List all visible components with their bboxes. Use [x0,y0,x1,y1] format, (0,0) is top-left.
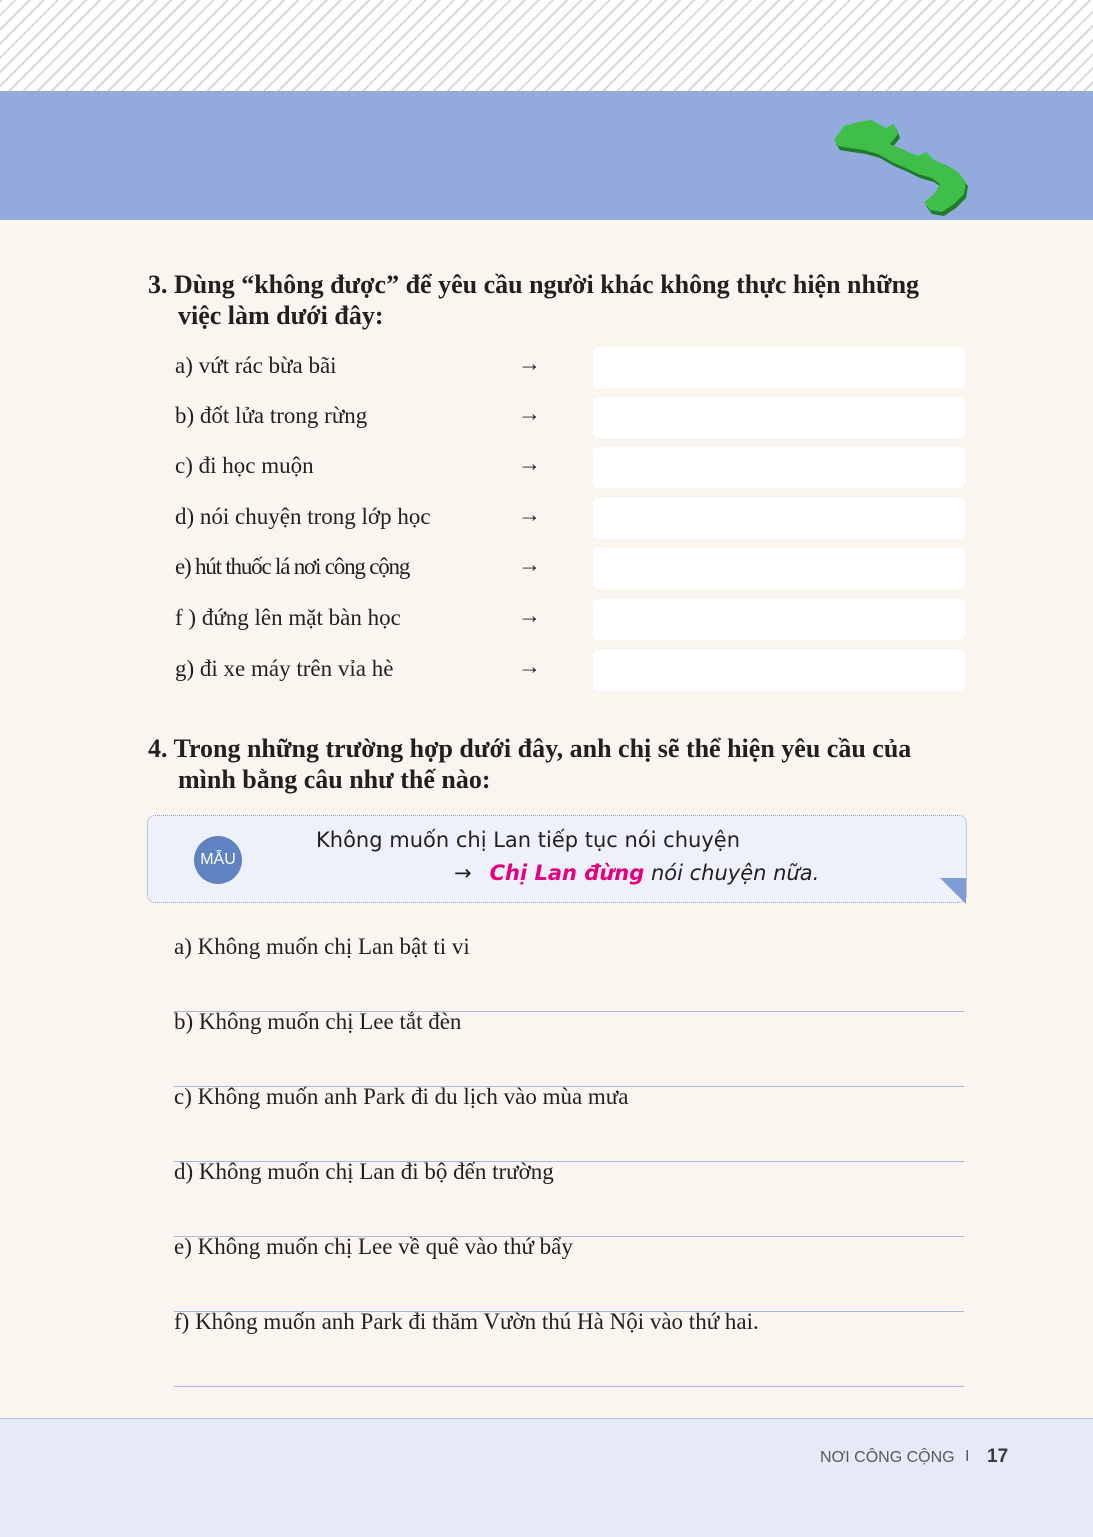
arrow-right-icon: → [454,861,472,885]
sample-answer-rest: nói chuyện nữa. [644,861,820,885]
q3-row-f [0,599,1093,640]
q3-row-b [0,397,1093,438]
q4-item-label: c) Không muốn anh Park đi du lịch vào mùa mưa [174,1084,629,1109]
footer-separator: I [965,1448,970,1465]
q3-answer-box-g[interactable] [593,650,965,691]
question-3-title: 3. Dùng “không được” để yêu cầu người khác không thực hiện những [148,270,920,299]
question-4-title-cont: mình bằng câu như thế nào: [178,765,491,794]
q3-item-label: b) đốt lửa trong rừng [175,403,368,428]
q4-item-label: b) Không muốn chị Lee tắt đèn [174,1009,462,1034]
footer-section-title: NƠI CÔNG CỘNG [820,1449,955,1466]
top-stripe-pattern [0,0,1093,91]
q3-item-label: g) đi xe máy trên vỉa hè [175,656,394,681]
q4-item-label: a) Không muốn chị Lan bật ti vi [174,934,470,959]
question-4-title: 4. Trong những trường hợp dưới đây, anh chị sẽ thể hiện yêu cầu của [148,734,912,763]
question-3-title-cont: việc làm dưới đây: [178,301,384,330]
sample-example-box [147,815,967,903]
question-3-heading [148,269,948,331]
arrow-right-icon: → [518,451,541,476]
q4-item-label: d) Không muốn chị Lan đi bộ đến trường [174,1159,554,1184]
arrow-right-icon: → [518,351,541,376]
sample-answer [454,861,819,885]
q3-answer-box-f[interactable] [593,599,965,640]
q3-row-d [0,498,1093,539]
q3-answer-box-e[interactable] [593,548,965,589]
arrow-right-icon: → [518,502,541,527]
q3-item-label: a) vứt rác bừa bãi [175,353,337,378]
arrow-right-icon: → [518,401,541,426]
q3-item-label: f ) đứng lên mặt bàn học [175,605,401,630]
sample-answer-highlight: Chị Lan đừng [489,861,645,885]
arrow-right-icon: → [518,552,541,577]
sample-badge: MẪU [194,836,242,884]
q4-item-label: e) Không muốn chị Lee về quê vào thứ bẩy [174,1234,573,1259]
q3-answer-box-d[interactable] [593,498,965,539]
q3-row-e [0,548,1093,589]
q3-answer-box-b[interactable] [593,397,965,438]
vietnam-map-icon [826,112,971,216]
q3-row-c [0,447,1093,488]
q4-item-label: f) Không muốn anh Park đi thăm Vườn thú Hà Nội vào thứ hai. [174,1309,759,1334]
question-4-heading [148,733,948,795]
q3-row-a [0,347,1093,388]
folded-corner-icon [940,878,966,904]
q3-answer-box-c[interactable] [593,447,965,488]
arrow-right-icon: → [518,603,541,628]
q3-item-label: d) nói chuyện trong lớp học [175,504,431,529]
sample-prompt: Không muốn chị Lan tiếp tục nói chuyện [316,828,741,852]
arrow-right-icon: → [518,654,541,679]
q3-item-label: e) hút thuốc lá nơi công cộng [175,554,410,579]
q4-answer-line-f[interactable] [174,1386,964,1387]
q3-row-g [0,650,1093,691]
q3-item-label: c) đi học muộn [175,453,314,478]
q3-answer-box-a[interactable] [593,347,965,388]
page-number: 17 [987,1446,1009,1467]
page-footer [0,1418,1093,1537]
